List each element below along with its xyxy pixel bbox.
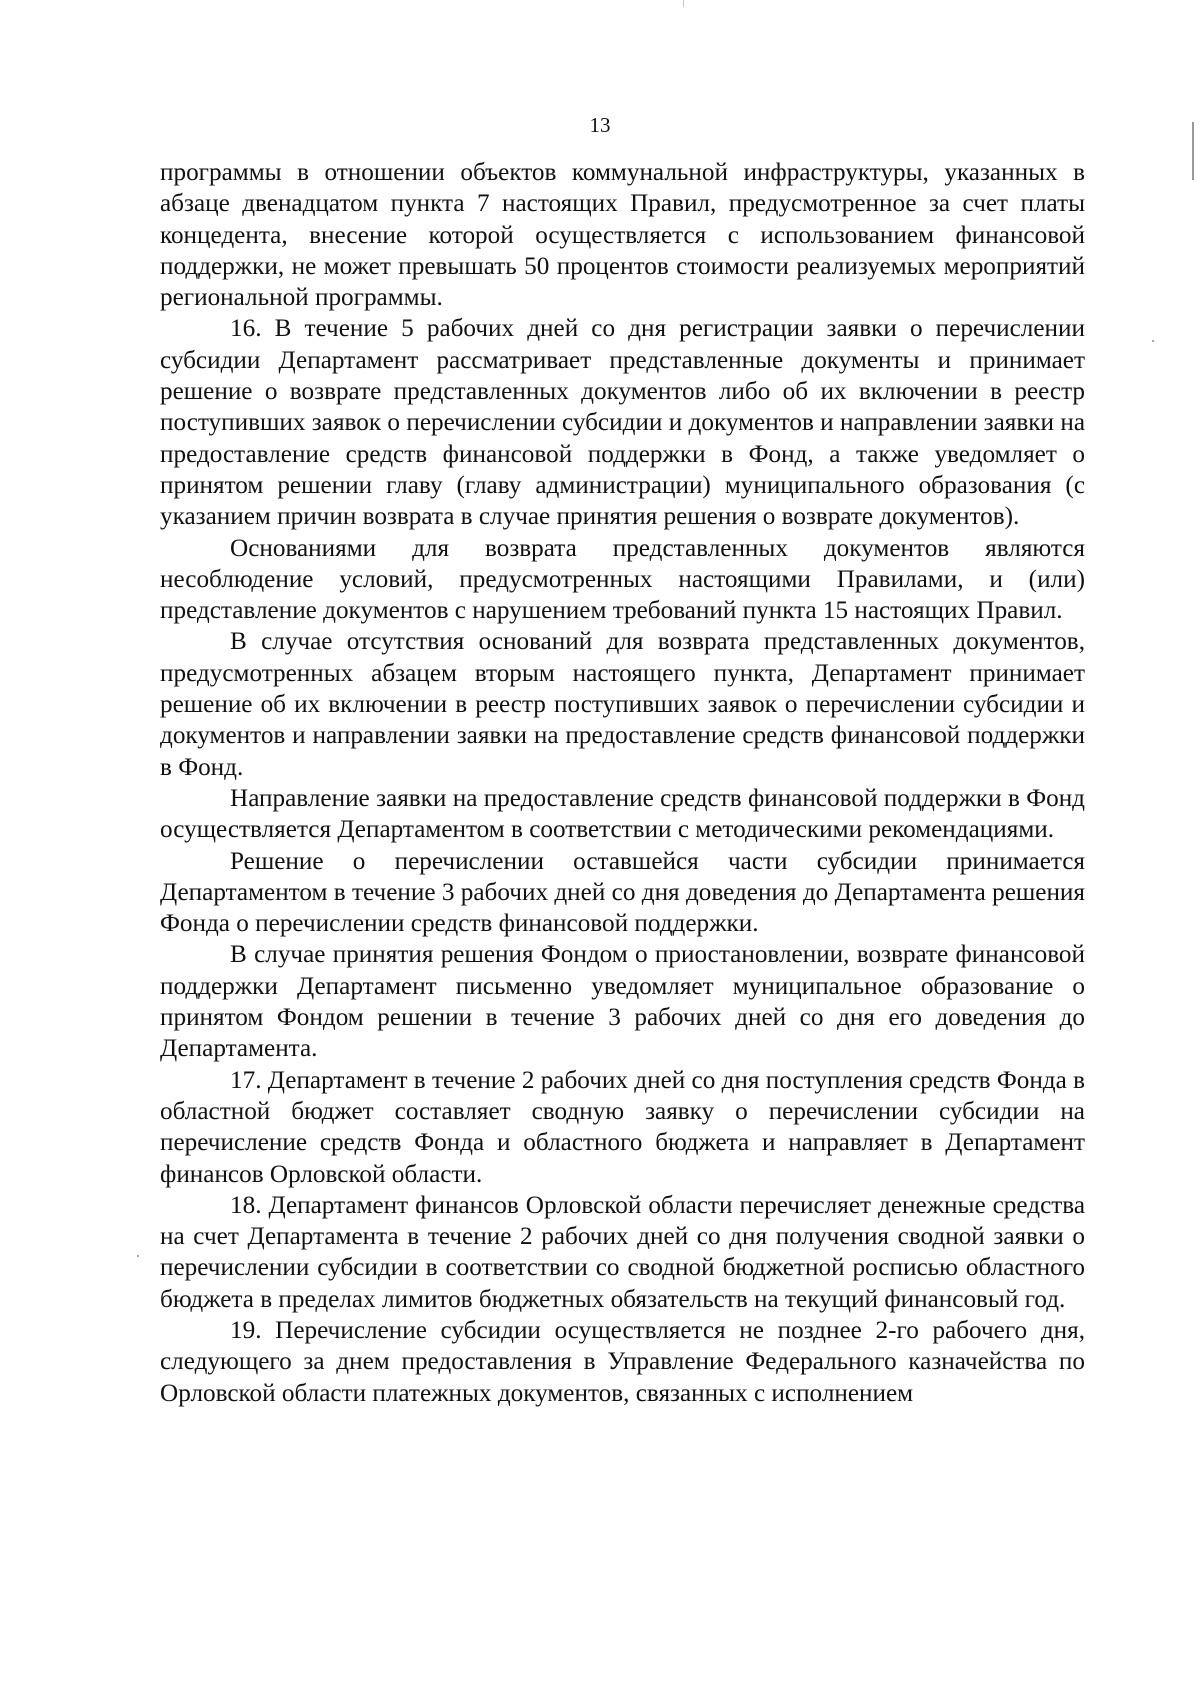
paragraph-item-18: 18. Департамент финансов Орловской области перечисляет денежные средства на счет Департамента в течение 2 рабочих дней со дня получения сводной заявки о перечислении субсидии в соответствии со сводной бюджетной росписью областного бюджета в пределах лимитов бюджетных обязательств на текущий финансовый год. <box>160 1191 1085 1313</box>
paragraph-item-16: 16. В течение 5 рабочих дней со дня регистрации заявки о перечислении субсидии Департамент рассматривает представленные документы и принимает решение о возврате представленных документов либо об их включении в реестр поступивших заявок о перечислении субсидии и документов и направлении заявки на предоставление средств финансовой поддержки в Фонд, а также уведомляет о принятом решении главу (главу администрации) муниципального образования (с указанием причин возврата в случае принятия решения о возврате документов). <box>160 315 1085 531</box>
page-number: 13 <box>589 113 611 137</box>
paragraph-application-submission: Направление заявки на предоставление средств финансовой поддержки в Фонд осуществляется Департаментом в соответствии с методическими рекомендациями. <box>160 784 1085 844</box>
document-body <box>160 157 1085 1409</box>
paragraph-suspension-notice: В случае принятия решения Фондом о приостановлении, возврате финансовой поддержки Департамент письменно уведомляет муниципальное образование о принятом Фондом решении в течение 3 рабочих дней со дня его доведения до Департамента. <box>160 941 1085 1063</box>
paragraph-continuation: программы в отношении объектов коммунальной инфраструктуры, указанных в абзаце двенадцатом пункта 7 настоящих Правил, предусмотренное за счет платы концедента, внесение которой осуществляется с использованием финансовой поддержки, не может превышать 50 процентов стоимости реализуемых мероприятий региональной программы. <box>160 159 1085 312</box>
scan-speck <box>137 1255 139 1257</box>
paragraph-no-return-grounds: В случае отсутствия оснований для возврата представленных документов, предусмотренных абзацем вторым настоящего пункта, Департамент принимает решение об их включении в реестр поступивших заявок о перечислении субсидии и документов и направлении заявки на предоставление средств финансовой поддержки в Фонд. <box>160 628 1085 781</box>
paragraph-remaining-subsidy: Решение о перечислении оставшейся части субсидии принимается Департаментом в течение 3 рабочих дней со дня доведения до Департамента решения Фонда о перечислении средств финансовой поддержки. <box>160 847 1085 938</box>
scan-artifact-top <box>683 0 684 7</box>
scan-speck <box>1152 340 1154 342</box>
paragraph-return-grounds: Основаниями для возврата представленных документов являются несоблюдение условий, предусмотренных настоящими Правилами, и (или) представление документов с нарушением требований пункта 15 настоящих Правил. <box>160 534 1085 625</box>
paragraph-item-17: 17. Департамент в течение 2 рабочих дней со дня поступления средств Фонда в областной бюджет составляет сводную заявку о перечислении субсидии на перечисление средств Фонда и областного бюджета и направляет в Департамент финансов Орловской области. <box>160 1066 1085 1188</box>
paragraph-item-19: 19. Перечисление субсидии осуществляется не позднее 2-го рабочего дня, следующего за днем предоставления в Управление Федерального казначейства по Орловской области платежных документов, связанных с исполнением <box>160 1316 1085 1407</box>
